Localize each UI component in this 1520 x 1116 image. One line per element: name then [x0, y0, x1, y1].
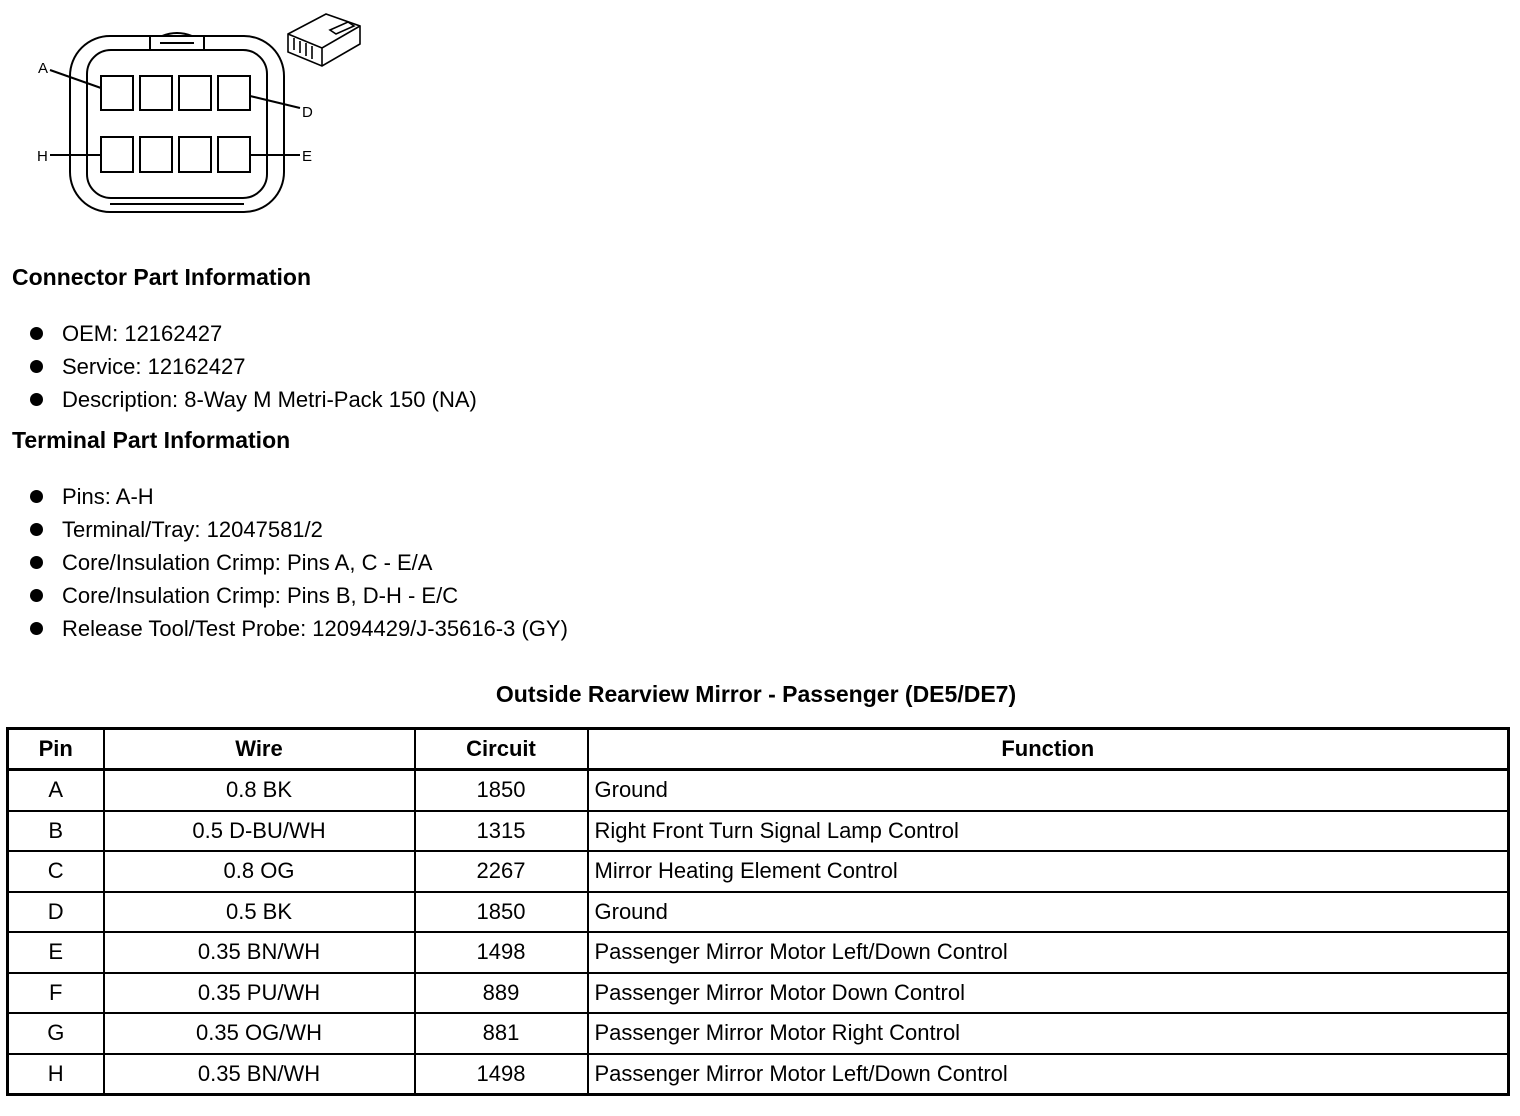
list-item: Service: 12162427	[30, 350, 477, 383]
cell-circuit: 1498	[415, 932, 588, 973]
cell-wire: 0.8 OG	[104, 851, 415, 892]
cell-pin: A	[8, 770, 104, 811]
cell-pin: C	[8, 851, 104, 892]
pin-label-h: H	[37, 148, 48, 165]
table-row	[8, 811, 1509, 852]
cavity-h	[101, 137, 133, 172]
table-row	[8, 851, 1509, 892]
connector-info-list	[30, 317, 477, 416]
connector-housing-inner	[87, 50, 267, 198]
cell-wire: 0.8 BK	[104, 770, 415, 811]
list-item: Core/Insulation Crimp: Pins A, C - E/A	[30, 546, 568, 579]
cavity-b	[140, 76, 172, 110]
pin-label-d: D	[302, 104, 313, 121]
bullet-icon	[30, 556, 43, 569]
cell-function: Passenger Mirror Motor Left/Down Control	[588, 932, 1509, 973]
pin-label-e: E	[302, 148, 313, 165]
table-row	[8, 973, 1509, 1014]
cell-pin: E	[8, 932, 104, 973]
cell-pin: H	[8, 1054, 104, 1095]
cell-circuit: 889	[415, 973, 588, 1014]
cavity-row-top	[101, 76, 250, 110]
cavity-e	[218, 137, 250, 172]
cell-function: Ground	[588, 770, 1509, 811]
cell-wire: 0.35 BN/WH	[104, 932, 415, 973]
cell-wire: 0.5 D-BU/WH	[104, 811, 415, 852]
leader-line-d	[250, 96, 300, 108]
bullet-icon	[30, 622, 43, 635]
bullet-icon	[30, 523, 43, 536]
connector-latch	[150, 36, 204, 50]
cavity-c	[179, 76, 211, 110]
cell-wire: 0.35 BN/WH	[104, 1054, 415, 1095]
header-wire: Wire	[104, 729, 415, 770]
bullet-icon	[30, 490, 43, 503]
header-pin: Pin	[8, 729, 104, 770]
bullet-icon	[30, 327, 43, 340]
cell-pin: G	[8, 1013, 104, 1054]
cell-circuit: 1315	[415, 811, 588, 852]
header-circuit: Circuit	[415, 729, 588, 770]
connector-isometric-icon	[288, 14, 360, 66]
cell-wire: 0.35 PU/WH	[104, 973, 415, 1014]
list-item: Core/Insulation Crimp: Pins B, D-H - E/C	[30, 579, 568, 612]
cell-function: Passenger Mirror Motor Right Control	[588, 1013, 1509, 1054]
table-row	[8, 770, 1509, 811]
table-title: Outside Rearview Mirror - Passenger (DE5/DE7)	[495, 681, 1017, 707]
bullet-icon	[30, 393, 43, 406]
pinout-table	[6, 727, 1510, 1096]
terminal-info-list	[30, 480, 568, 645]
bullet-icon	[30, 589, 43, 602]
table-row	[8, 932, 1509, 973]
leader-line-a	[50, 70, 101, 88]
list-item: Pins: A-H	[30, 480, 568, 513]
cavity-d	[218, 76, 250, 110]
cell-wire: 0.35 OG/WH	[104, 1013, 415, 1054]
list-item: OEM: 12162427	[30, 317, 477, 350]
cell-circuit: 1498	[415, 1054, 588, 1095]
list-item: Terminal/Tray: 12047581/2	[30, 513, 568, 546]
cell-circuit: 1850	[415, 892, 588, 933]
table-row	[8, 892, 1509, 933]
cell-pin: F	[8, 973, 104, 1014]
header-function: Function	[588, 729, 1509, 770]
connector-housing-outer	[70, 36, 284, 212]
cavity-f	[179, 137, 211, 172]
cell-wire: 0.5 BK	[104, 892, 415, 933]
list-item: Description: 8-Way M Metri-Pack 150 (NA)	[30, 383, 477, 416]
cell-function: Ground	[588, 892, 1509, 933]
cell-function: Passenger Mirror Motor Left/Down Control	[588, 1054, 1509, 1095]
table-row	[8, 1013, 1509, 1054]
cavity-g	[140, 137, 172, 172]
cell-circuit: 2267	[415, 851, 588, 892]
cell-function: Right Front Turn Signal Lamp Control	[588, 811, 1509, 852]
table-row	[8, 1054, 1509, 1095]
cell-circuit: 881	[415, 1013, 588, 1054]
cavity-a	[101, 76, 133, 110]
cell-pin: D	[8, 892, 104, 933]
list-item: Release Tool/Test Probe: 12094429/J-35616-3 (GY)	[30, 612, 568, 645]
cell-pin: B	[8, 811, 104, 852]
cell-function: Passenger Mirror Motor Down Control	[588, 973, 1509, 1014]
bullet-icon	[30, 360, 43, 373]
connector-info-heading: Connector Part Information	[12, 264, 312, 290]
connector-face-diagram	[0, 0, 380, 230]
terminal-info-heading: Terminal Part Information	[12, 427, 291, 453]
cell-circuit: 1850	[415, 770, 588, 811]
pin-label-a: A	[38, 60, 49, 77]
table-header-row	[8, 729, 1509, 770]
cell-function: Mirror Heating Element Control	[588, 851, 1509, 892]
cavity-row-bottom	[101, 137, 250, 172]
